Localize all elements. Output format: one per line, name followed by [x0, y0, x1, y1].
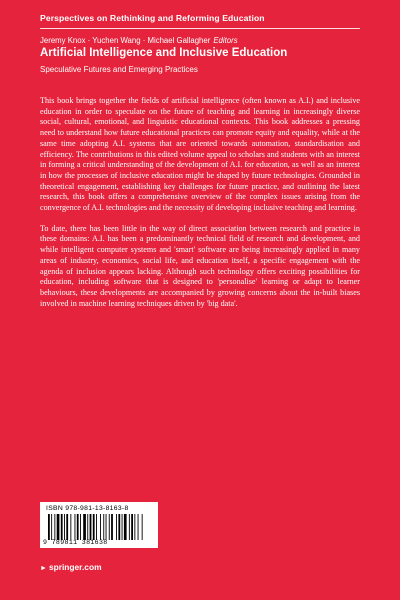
blurb	[40, 96, 360, 319]
isbn-barcode-box	[40, 502, 158, 548]
editors-line	[40, 36, 238, 45]
editors-role: Editors	[213, 36, 238, 45]
book-subtitle: Speculative Futures and Emerging Practices	[40, 65, 198, 74]
book-title: Artificial Intelligence and Inclusive Education	[40, 47, 288, 59]
barcode	[48, 514, 150, 540]
isbn-label: ISBN 978-981-13-8163-8	[46, 505, 129, 512]
barcode-digits: 9 789811 381638	[43, 539, 108, 546]
series-title: Perspectives on Rethinking and Reforming Education	[40, 13, 265, 23]
blurb-paragraph-1: This book brings together the fields of artificial intelligence (often known as A.I.) and inclusive education in order to speculate on the future of teaching and learning in increasingly diverse social, cultural, emotional, and linguistic educational contexts. This book addresses a pressing need to understand how future educational practices can promote equity and equality, while at the same time adopting A.I. systems that are oriented towards automation, standardisation and efficiency. The contributions in this edited volume appeal to scholars and students with an interest in forming a critical understanding of the development of A.I. for education, as well as an interest in how the processes of inclusive education might be shaped by future technologies. Grounded in theoretical engagement, establishing key challenges for future practice, and outlining the latest research, this book offers a comprehensive overview of the complex issues arising from the convergence of A.I. technologies and the necessity of developing inclusive teaching and learning.	[40, 96, 360, 213]
editor-names: Jeremy Knox · Yuchen Wang · Michael Gallagher	[40, 36, 211, 45]
publisher-url: springer.com	[48, 562, 102, 572]
blurb-paragraph-2: To date, there has been little in the way of direct association between research and practice in these domains: A.I. has been a predominantly technical field of research and development, and while intelligent computer systems and 'smart' software are being increasingly applied in many areas of industry, economics, social life, and education itself, a specific engagement with the agenda of inclusion appears lacking. Although such technology offers exciting possibilities for education, including software that is designed to 'personalise' learning or adapt to learner behaviours, these developments are accompanied by growing concerns about the in-built biases involved in machine learning techniques driven by 'big data'.	[40, 223, 360, 308]
arrow-icon: ►	[40, 565, 47, 572]
publisher-link[interactable]	[40, 562, 102, 572]
header-rule	[40, 28, 360, 29]
